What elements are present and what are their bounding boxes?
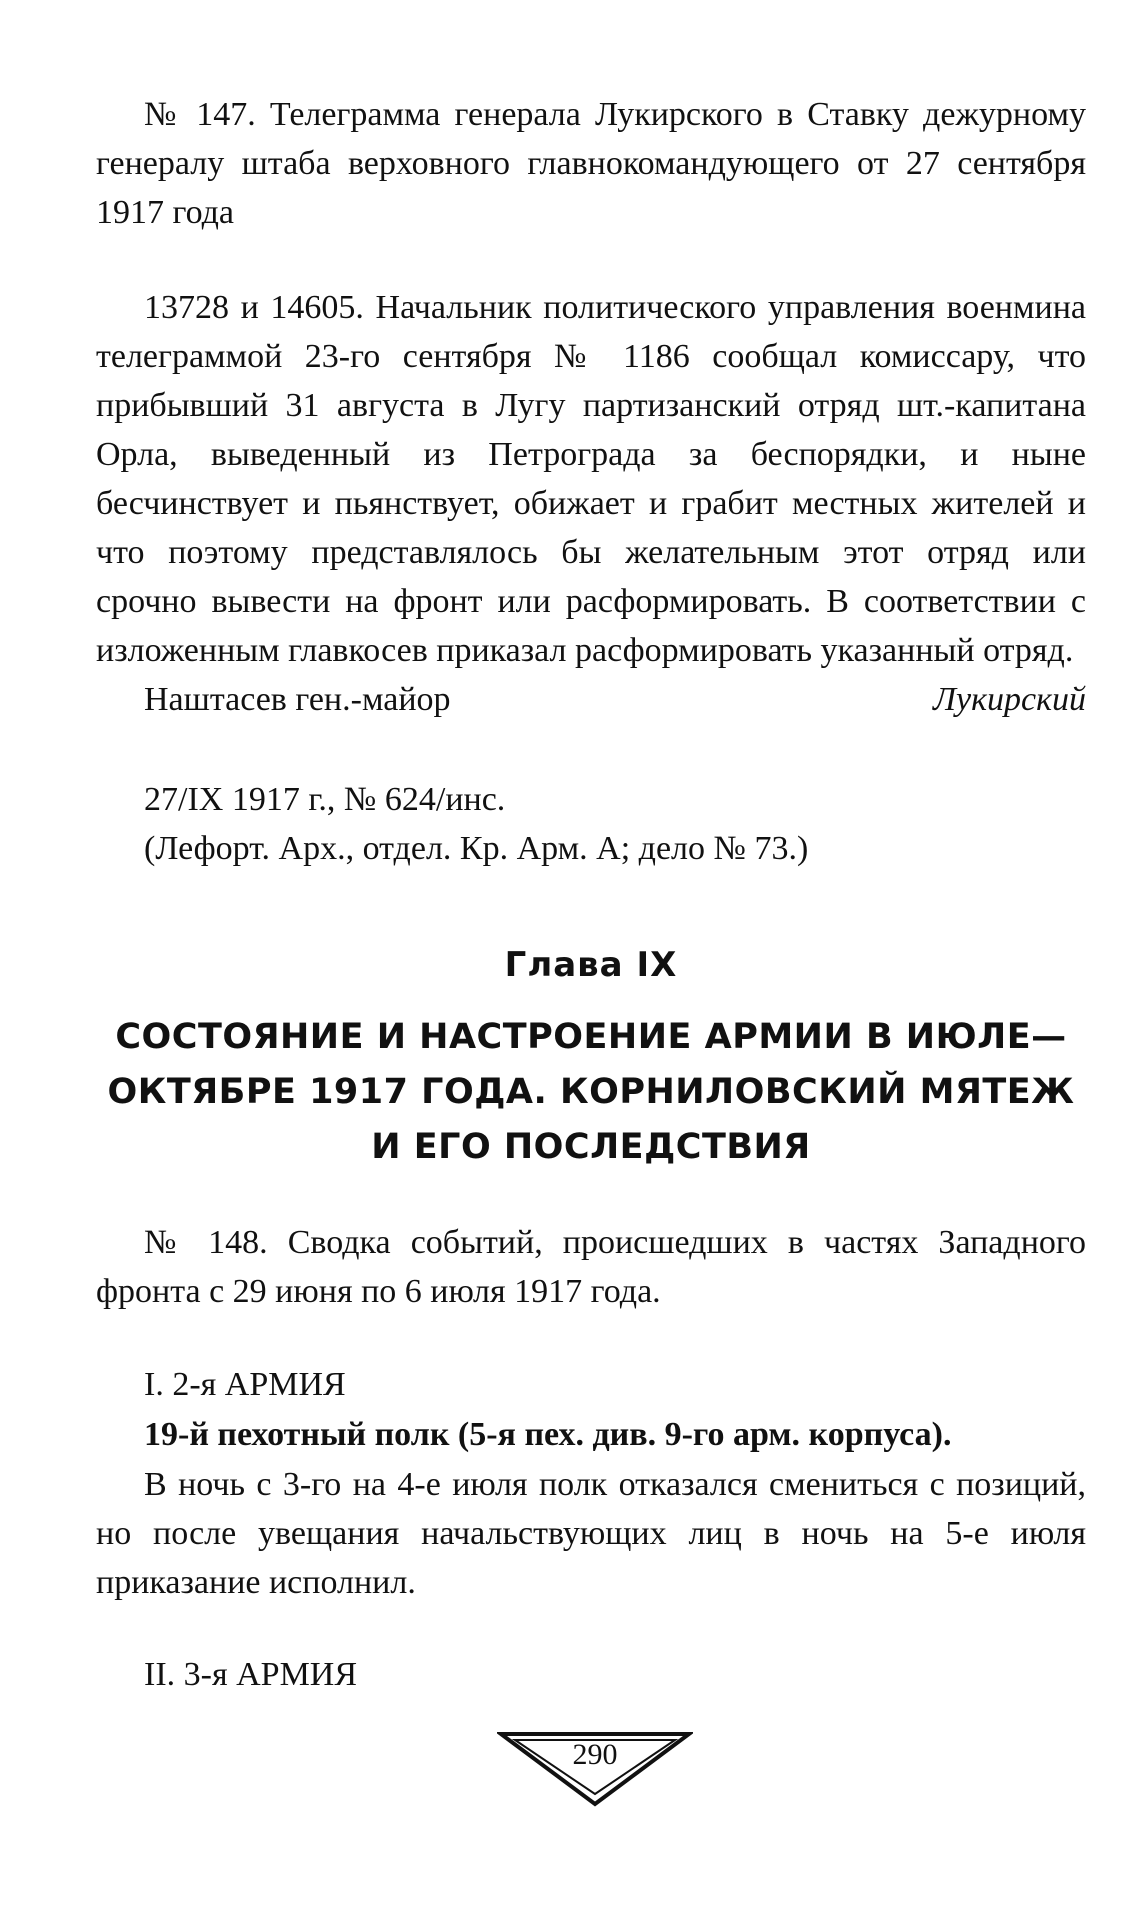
chapter-title-line3: И ЕГО ПОСЛЕДСТВИЯ	[371, 1127, 811, 1167]
chapter-title-line2: ОКТЯБРЕ 1917 ГОДА. КОРНИЛОВСКИЙ МЯТЕЖ	[107, 1072, 1075, 1112]
doc148-body: В ночь с 3-го на 4-е июля полк отказался смениться с позиций, но после увещания начальствующих лиц в ночь на 5-е июля приказание исполнил.	[96, 1466, 1086, 1601]
signature-left: Наштасев ген.-майор	[144, 681, 451, 718]
doc147-signature	[96, 675, 1086, 724]
chapter-label: Глава IX	[504, 945, 678, 985]
doc148-heading: № 148. Сводка событий, происшедших в частях Западного фронта с 29 июня по 6 июля 1917 года.	[96, 1224, 1086, 1310]
doc147-source: (Лефорт. Арх., отдел. Кр. Арм. А; дело № 73.)	[144, 830, 809, 867]
doc147-heading: № 147. Телеграмма генерала Лукирского в Ставку дежурному генералу штаба верховного главнокомандующего от 27 сентября 1917 года	[96, 96, 1086, 231]
page-number-ornament	[497, 1730, 693, 1810]
doc148-section2: II. 3-я АРМИЯ	[144, 1656, 358, 1693]
doc147-body: 13728 и 14605. Начальник политического управления военмина телеграммой 23-го сентября № 1186 сообщал комиссару, что прибывший 31 августа в Лугу партизанский отряд шт.-капитана Орла, выведенный из Петрограда за беспорядки, и ныне бесчинствует и пьянствует, обижает и грабит местных жителей и что поэтому представлялось бы желательным этот отряд или срочно вывести на фронт или расформировать. В соответствии с изложенным главкосев приказал расформировать указанный отряд.	[96, 289, 1086, 669]
page-number: 290	[572, 1738, 618, 1771]
chapter-title-line1: СОСТОЯНИЕ И НАСТРОЕНИЕ АРМИИ В ИЮЛЕ—	[115, 1017, 1067, 1057]
doc148-section1: I. 2-я АРМИЯ	[144, 1366, 346, 1403]
doc147-date: 27/IX 1917 г., № 624/инс.	[144, 781, 506, 818]
doc148-regiment: 19-й пехотный полк (5-я пех. див. 9-го арм. корпуса).	[144, 1416, 952, 1453]
signature-right: Лукирский	[932, 681, 1086, 718]
